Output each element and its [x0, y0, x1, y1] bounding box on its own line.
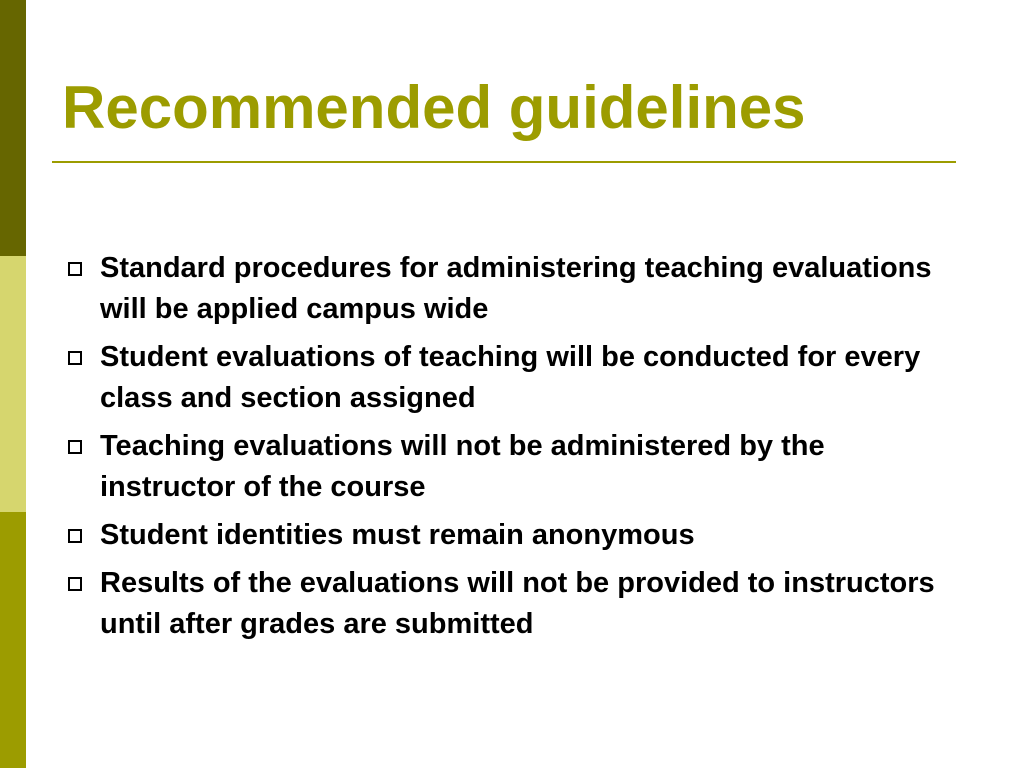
bullet-list	[62, 248, 962, 652]
side-bar-top	[0, 0, 26, 256]
title-underline	[52, 161, 956, 163]
bullet-text: Student evaluations of teaching will be conducted for every class and section assigned	[100, 341, 921, 414]
bullet-item	[62, 563, 962, 645]
hollow-square-icon	[68, 262, 82, 276]
side-bar-bottom	[0, 512, 26, 768]
bullet-text: Teaching evaluations will not be administered by the instructor of the course	[100, 430, 825, 503]
bullet-text: Student identities must remain anonymous	[100, 519, 695, 551]
hollow-square-icon	[68, 529, 82, 543]
side-bar-middle	[0, 256, 26, 512]
hollow-square-icon	[68, 351, 82, 365]
bullet-item	[62, 337, 962, 419]
bullet-item	[62, 515, 962, 556]
bullet-text: Results of the evaluations will not be provided to instructors until after grades are submitted	[100, 567, 935, 640]
hollow-square-icon	[68, 577, 82, 591]
bullet-item	[62, 426, 962, 508]
bullet-text: Standard procedures for administering teaching evaluations will be applied campus wide	[100, 252, 932, 325]
hollow-square-icon	[68, 440, 82, 454]
bullet-item	[62, 248, 962, 330]
slide-title: Recommended guidelines	[62, 74, 806, 141]
